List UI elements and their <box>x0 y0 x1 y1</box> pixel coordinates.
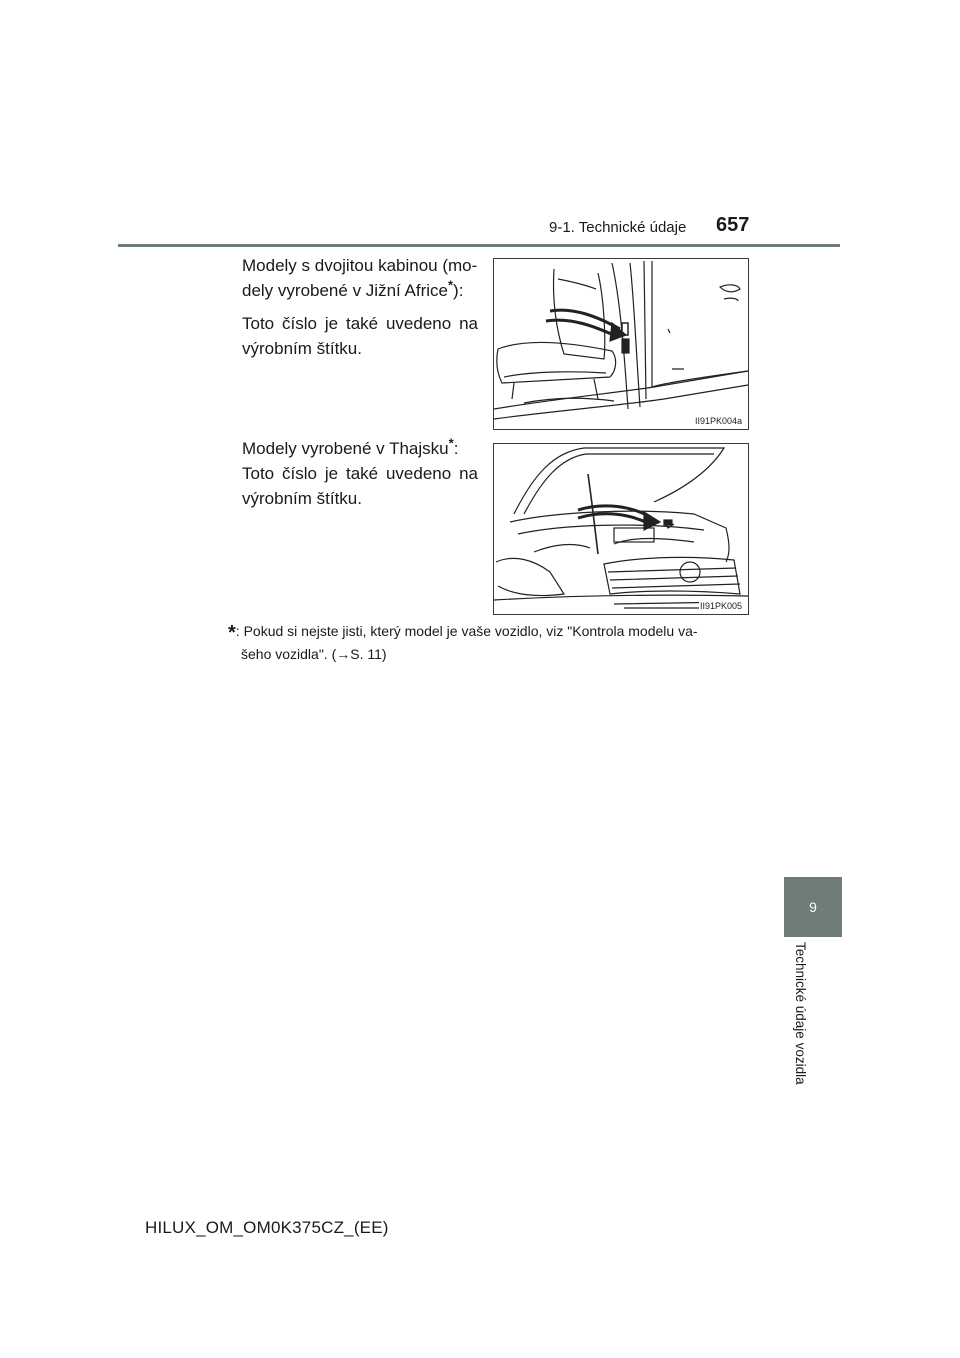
chapter-label: Technické údaje vozidla <box>793 942 808 1085</box>
figure-code: II91PK004a <box>694 416 742 426</box>
heading-line-1-end: : <box>453 439 459 458</box>
chapter-number: 9 <box>809 899 817 915</box>
figure-door-pillar <box>493 258 749 430</box>
footnote-line-2: šeho vozidla". (→S. 11) <box>241 646 387 662</box>
note-thailand: Toto číslo je také uvedeno na výrobním štítku. <box>242 464 478 508</box>
footnote-marker: * <box>448 435 454 451</box>
door-pillar-illustration <box>494 259 750 431</box>
text-block-thailand <box>242 436 478 511</box>
engine-bay-illustration <box>494 444 750 616</box>
header-rule <box>118 244 840 247</box>
chapter-tab[interactable] <box>784 877 842 937</box>
heading-line-2: dely vyrobené v Jižní Africe <box>242 281 448 300</box>
heading-line-2-end: ): <box>453 281 464 300</box>
footnote-star: * <box>228 622 236 644</box>
heading-line-1: Modely vyrobené v Thajsku <box>242 439 449 458</box>
footnote-line-1 <box>228 621 748 644</box>
section-title: 9-1. Technické údaje <box>549 219 687 236</box>
text-block-double-cab <box>242 253 478 361</box>
footer-model-code: HILUX_OM_OM0K375CZ_(EE) <box>145 1218 389 1237</box>
heading-double-cab <box>242 253 478 303</box>
figure-engine-bay <box>493 443 749 615</box>
footnote-text-1: : Pokud si nejste jisti, který model je vaše vozidlo, viz "Kontrola modelu va- <box>235 623 698 639</box>
page-number: 657 <box>716 214 750 236</box>
footnote <box>228 621 748 665</box>
footnote-marker: * <box>447 277 454 293</box>
note-double-cab: Toto číslo je také uvedeno na výrobním štítku. <box>242 314 478 358</box>
heading-line-1: Modely s dvojitou kabinou (mo- <box>242 256 478 275</box>
figure-code: II91PK005 <box>699 601 742 611</box>
heading-thailand <box>242 436 478 461</box>
